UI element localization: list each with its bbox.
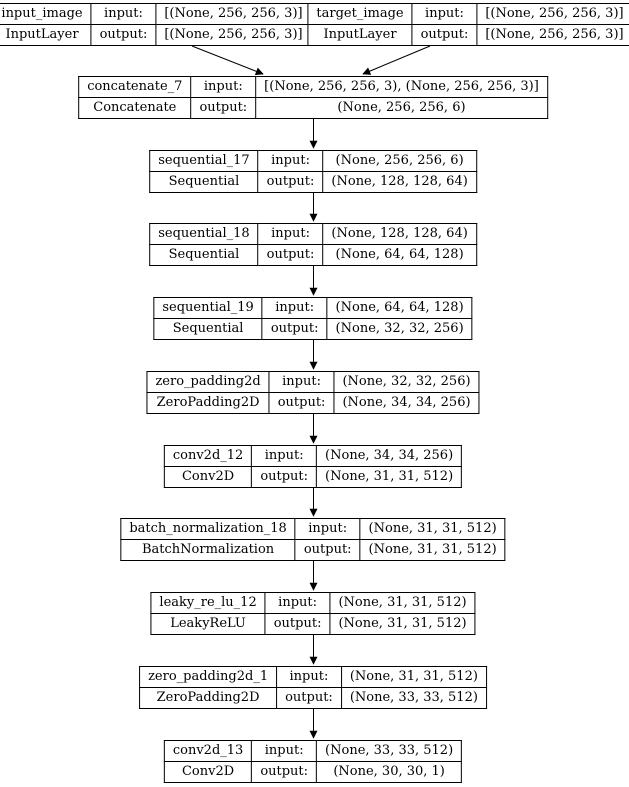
output-label: output:	[91, 25, 156, 46]
layer-node-body	[121, 519, 505, 561]
layer-name: batch_normalization_18	[121, 519, 295, 540]
layer-type: Sequential	[154, 319, 262, 340]
output-label: output:	[277, 688, 342, 709]
layer-input-shape: (None, 31, 31, 512)	[330, 593, 475, 614]
layer-output-row	[121, 540, 505, 561]
layer-output-row	[308, 25, 629, 46]
layer-name: target_image	[308, 4, 412, 25]
layer-type: InputLayer	[308, 25, 412, 46]
layer-output-row	[164, 762, 461, 783]
layer-input-shape: (None, 31, 31, 512)	[360, 519, 505, 540]
output-label: output:	[252, 762, 317, 783]
layer-output-shape: [(None, 256, 256, 3)]	[477, 25, 629, 46]
layer-output-shape: (None, 32, 32, 256)	[327, 319, 472, 340]
input-label: input:	[277, 667, 342, 688]
layer-node-body	[164, 446, 461, 488]
layer-node-batch_normalization_18	[120, 518, 505, 561]
layer-input-row	[164, 446, 461, 467]
input-label: input:	[269, 372, 334, 393]
output-label: output:	[412, 25, 477, 46]
output-label: output:	[258, 245, 323, 266]
layer-input-shape: (None, 128, 128, 64)	[323, 224, 476, 245]
layer-output-row	[150, 172, 477, 193]
layer-output-shape: (None, 34, 34, 256)	[334, 393, 479, 414]
layer-node-body	[154, 298, 472, 340]
input-label: input:	[265, 593, 330, 614]
layer-input-shape: (None, 256, 256, 6)	[323, 151, 476, 172]
layer-node-zero_padding2d_1	[139, 666, 487, 709]
layer-type: LeakyReLU	[151, 614, 265, 635]
layer-input-shape: [(None, 256, 256, 3)]	[156, 4, 311, 25]
layer-node-body	[164, 741, 461, 783]
layer-input-row	[147, 372, 479, 393]
layer-type: Conv2D	[164, 467, 251, 488]
layer-input-shape: (None, 33, 33, 512)	[317, 741, 462, 762]
layer-node-zero_padding2d	[146, 371, 479, 414]
layer-output-shape: (None, 33, 33, 512)	[341, 688, 486, 709]
layer-type: Sequential	[150, 245, 258, 266]
layer-output-row	[0, 25, 311, 46]
layer-input-shape: (None, 32, 32, 256)	[334, 372, 479, 393]
layer-node-target_image	[307, 3, 629, 46]
layer-name: conv2d_12	[164, 446, 251, 467]
layer-type: InputLayer	[0, 25, 91, 46]
layer-name: zero_padding2d_1	[140, 667, 277, 688]
layer-input-row	[150, 224, 477, 245]
layer-node-body	[151, 593, 475, 635]
layer-input-row	[308, 4, 629, 25]
layer-input-shape: [(None, 256, 256, 3), (None, 256, 256, 3)]	[256, 77, 548, 98]
layer-input-shape: (None, 34, 34, 256)	[317, 446, 462, 467]
input-label: input:	[412, 4, 477, 25]
layer-node-sequential_18	[149, 223, 477, 266]
output-label: output:	[265, 614, 330, 635]
layer-node-sequential_19	[153, 297, 472, 340]
layer-node-conv2d_12	[164, 445, 462, 488]
layer-input-row	[154, 298, 472, 319]
layer-output-shape: (None, 31, 31, 512)	[317, 467, 462, 488]
layer-node-body	[150, 224, 477, 266]
layer-name: input_image	[0, 4, 91, 25]
layer-output-shape: [(None, 256, 256, 3)]	[156, 25, 311, 46]
layer-name: zero_padding2d	[147, 372, 269, 393]
layer-output-row	[164, 467, 461, 488]
input-label: input:	[91, 4, 156, 25]
layer-type: ZeroPadding2D	[147, 393, 269, 414]
layer-output-shape: (None, 31, 31, 512)	[360, 540, 505, 561]
layer-input-row	[121, 519, 505, 540]
output-label: output:	[252, 467, 317, 488]
input-label: input:	[295, 519, 360, 540]
layer-type: Sequential	[150, 172, 258, 193]
layer-name: sequential_17	[150, 151, 258, 172]
layer-type: Concatenate	[79, 98, 191, 119]
input-label: input:	[252, 446, 317, 467]
layer-node-leaky_re_lu_12	[150, 592, 475, 635]
layer-node-conv2d_13	[164, 740, 462, 783]
layer-output-shape: (None, 64, 64, 128)	[323, 245, 476, 266]
input-label: input:	[258, 224, 323, 245]
layer-name: concatenate_7	[79, 77, 191, 98]
layer-name: sequential_18	[150, 224, 258, 245]
layer-output-row	[147, 393, 479, 414]
layer-type: BatchNormalization	[121, 540, 295, 561]
output-label: output:	[191, 98, 256, 119]
output-label: output:	[262, 319, 327, 340]
layer-node-body	[0, 4, 311, 46]
layer-input-row	[150, 151, 477, 172]
layer-input-shape: [(None, 256, 256, 3)]	[477, 4, 629, 25]
layer-node-body	[308, 4, 629, 46]
layer-node-body	[147, 372, 479, 414]
layer-input-shape: (None, 64, 64, 128)	[327, 298, 472, 319]
layer-type: Conv2D	[164, 762, 251, 783]
layer-output-row	[154, 319, 472, 340]
layer-input-row	[140, 667, 487, 688]
layer-node-body	[140, 667, 487, 709]
layer-name: sequential_19	[154, 298, 262, 319]
layer-output-row	[150, 245, 477, 266]
layer-node-sequential_17	[149, 150, 477, 193]
output-label: output:	[269, 393, 334, 414]
layer-output-shape: (None, 128, 128, 64)	[323, 172, 476, 193]
layer-input-row	[151, 593, 475, 614]
layer-name: leaky_re_lu_12	[151, 593, 265, 614]
layer-node-body	[150, 151, 477, 193]
layer-output-shape: (None, 30, 30, 1)	[317, 762, 462, 783]
layer-output-row	[151, 614, 475, 635]
input-label: input:	[191, 77, 256, 98]
layer-type: ZeroPadding2D	[140, 688, 277, 709]
layer-input-row	[0, 4, 311, 25]
layer-name: conv2d_13	[164, 741, 251, 762]
layer-node-input_image	[0, 3, 312, 46]
layer-node-body	[79, 77, 548, 119]
output-label: output:	[295, 540, 360, 561]
output-label: output:	[258, 172, 323, 193]
layer-output-shape: (None, 31, 31, 512)	[330, 614, 475, 635]
layer-input-row	[79, 77, 548, 98]
input-label: input:	[262, 298, 327, 319]
layer-output-shape: (None, 256, 256, 6)	[256, 98, 548, 119]
input-label: input:	[252, 741, 317, 762]
input-label: input:	[258, 151, 323, 172]
layer-output-row	[140, 688, 487, 709]
layer-input-shape: (None, 31, 31, 512)	[341, 667, 486, 688]
layer-input-row	[164, 741, 461, 762]
layer-node-concatenate_7	[78, 76, 548, 119]
layer-output-row	[79, 98, 548, 119]
